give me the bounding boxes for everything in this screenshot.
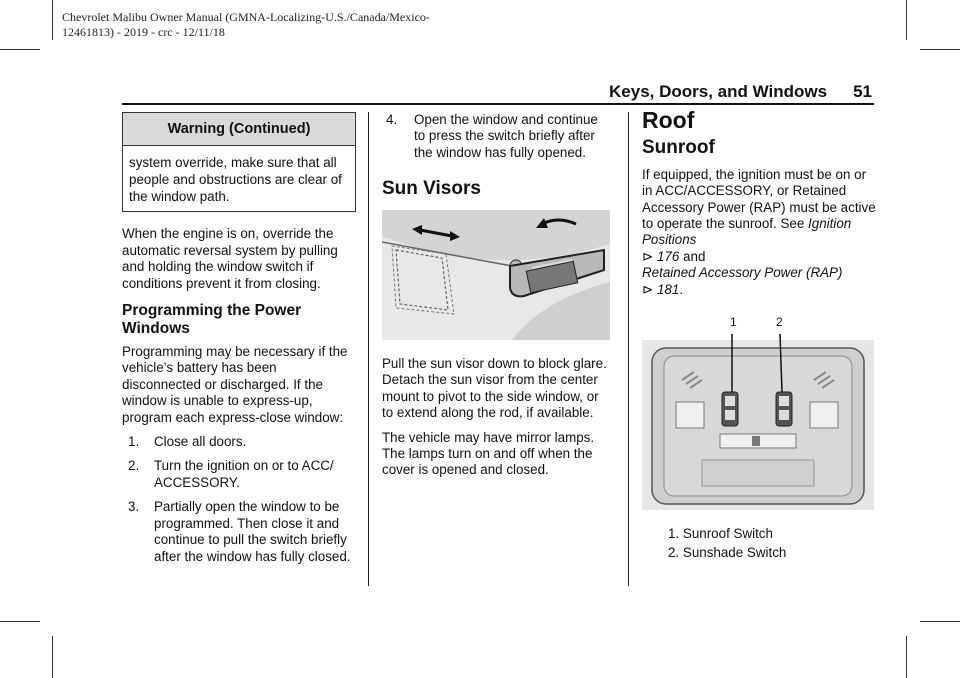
sun-visor-diagram [382,210,610,340]
period: . [679,281,684,297]
column-divider [368,112,369,586]
mirror-lamps-paragraph: The vehicle may have mirror lamps. The lamps turn on and off when the cover is opened and closed. [382,429,595,478]
overhead-console-diagram [642,314,874,510]
figure-caption [642,526,876,561]
column-2 [382,112,612,487]
manual-header [62,10,430,40]
crop-mark [0,621,40,622]
sunroof-heading: Sunroof [642,137,715,159]
section-title: Keys, Doors, and Windows [609,82,828,101]
callout-1: 1 [730,315,737,330]
programming-steps-continued [382,112,612,161]
rap-link[interactable]: Retained Accessory Power (RAP) [642,265,843,281]
column-divider [628,112,629,586]
programming-paragraph: Programming may be necessary if the vehicle’s battery has been disconnected or discharged. If the window is unable to express-up, program each express-close window: [122,344,348,425]
step-number: 4. [386,112,398,127]
crop-mark [906,0,907,40]
sunroof-switch-illustration [642,314,876,514]
crop-mark [920,49,960,50]
callout-2: 2 [776,315,783,330]
caption-item-1: 1. Sunroof Switch [668,526,773,542]
page-ref-176[interactable]: 176 [656,248,680,264]
list-item [122,458,356,491]
step-text: Close all doors. [154,434,247,450]
column-3 [642,107,876,563]
caption-item-2: 2. Sunshade Switch [668,544,787,560]
programming-steps [122,434,356,565]
running-head [609,82,872,102]
crop-mark [906,636,907,678]
step-number: 2. [128,458,140,474]
header-rule [122,103,874,105]
crop-mark [0,49,40,50]
sun-visor-paragraph: Pull the sun visor down to block glare. Detach the sun visor from the center mount to pivot to the side window, or to extend along the rod, if available. [382,356,607,421]
step-text: Open the window and continue to press the switch briefly after the window has fully opened. [414,112,598,160]
ignition-positions-link[interactable]: Ignition Positions [642,216,852,248]
roof-heading: Roof [642,107,695,133]
header-line-2: 12461813) - 2019 - crc - 12/11/18 [62,25,225,39]
crop-mark [52,636,53,678]
crop-mark [52,0,53,40]
step-number: 1. [128,434,140,450]
sun-visor-illustration [382,210,612,344]
header-line-1: Chevrolet Malibu Owner Manual (GMNA-Localizing-U.S./Canada/Mexico- [62,10,430,24]
list-item [122,434,356,450]
step-text: Partially open the window to be programmed. Then close it and continue to pull the switch briefly after the window has fully closed. [154,499,351,564]
page-ref-icon: ⊳ [642,281,654,297]
list-item [122,499,356,565]
warning-title: Warning (Continued) [123,113,355,146]
step-number: 3. [128,499,140,515]
page-ref-181[interactable]: 181 [656,281,680,297]
crop-mark [920,621,960,622]
override-paragraph: When the engine is on, override the automatic reversal system by pulling and holding the window switch if conditions prevent it from closing. [122,226,338,291]
warning-box [122,112,356,212]
page-number: 51 [853,82,872,101]
sunroof-paragraph [642,167,876,298]
sunroof-text: If equipped, the ignition must be on or in ACC/ACCESSORY, or Retained Accessory Power (RAP) must be active to operate the sunroof. See [642,166,876,232]
step-text: Turn the ignition on or to ACC/ ACCESSORY. [154,458,334,490]
programming-heading: Programming the Power Windows [122,302,302,338]
page-ref-icon: ⊳ [642,248,654,264]
sun-visors-heading: Sun Visors [382,178,481,200]
warning-body: system override, make sure that all people and obstructions are clear of the window path. [129,155,342,205]
column-1 [122,112,356,573]
list-item [382,112,612,161]
and-text: and [683,248,706,264]
